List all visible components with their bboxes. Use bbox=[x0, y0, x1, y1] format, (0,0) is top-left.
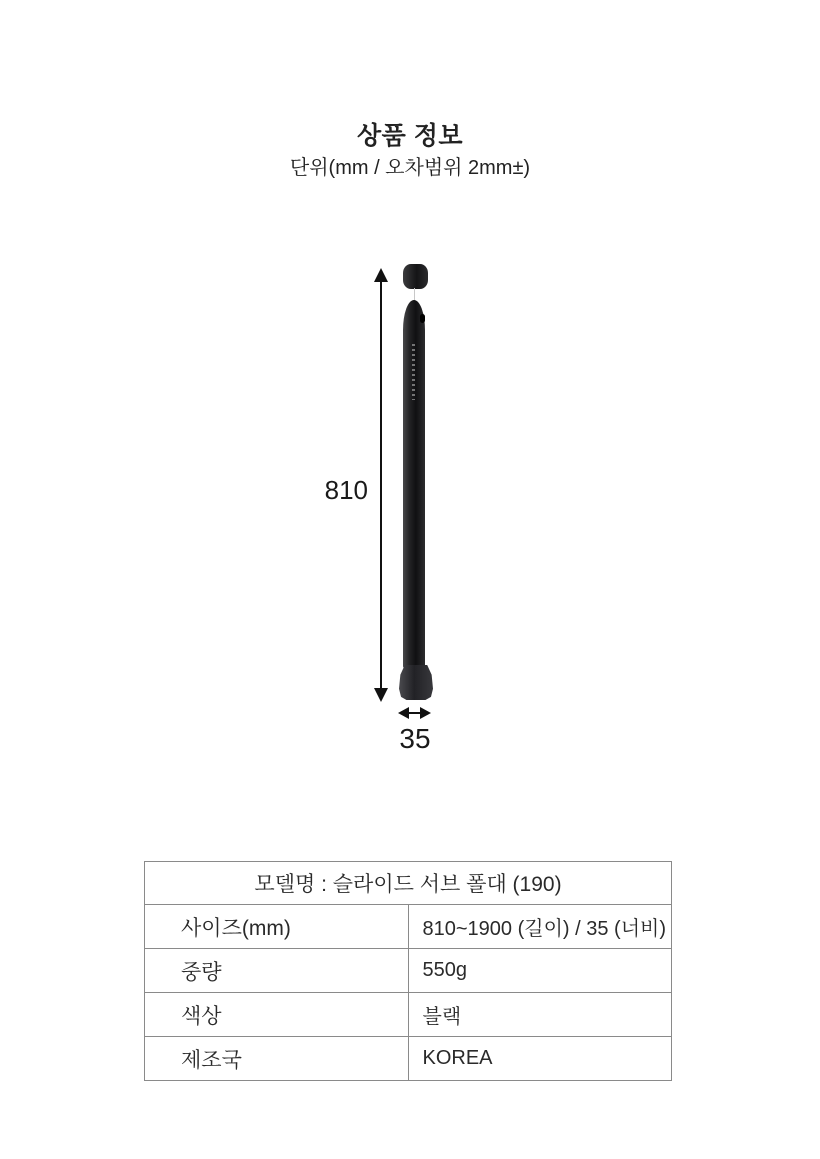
spec-value: 블랙 bbox=[408, 993, 672, 1037]
spec-label: 색상 bbox=[145, 993, 409, 1037]
width-dimension-arrow bbox=[398, 706, 431, 720]
spec-label: 제조국 bbox=[145, 1037, 409, 1081]
table-row bbox=[145, 949, 672, 993]
spec-value: 810~1900 (길이) / 35 (너비) bbox=[408, 905, 672, 949]
arrow-right-icon bbox=[420, 707, 431, 719]
table-row bbox=[145, 905, 672, 949]
height-dimension-arrow bbox=[374, 268, 388, 702]
width-dimension-label: 35 bbox=[399, 723, 431, 754]
spec-value: KOREA bbox=[408, 1037, 672, 1081]
spec-label: 사이즈(mm) bbox=[145, 905, 409, 949]
spec-label: 중량 bbox=[145, 949, 409, 993]
model-name-cell: 모델명 : 슬라이드 서브 폴대 (190) bbox=[145, 862, 672, 905]
dimension-line bbox=[380, 279, 382, 691]
table-row-header bbox=[145, 862, 672, 905]
page-title: 상품 정보 bbox=[356, 122, 464, 150]
arrow-down-icon bbox=[374, 688, 388, 702]
pole-top-cap bbox=[403, 264, 428, 289]
unit-note: 단위(mm / 오차범위 2mm±) bbox=[289, 157, 531, 179]
pole-rubber-foot bbox=[399, 665, 433, 700]
spec-value: 550g bbox=[408, 949, 672, 993]
spec-table bbox=[144, 861, 672, 1081]
height-dimension-label: 810 bbox=[324, 475, 368, 505]
table-row bbox=[145, 993, 672, 1037]
pole-printed-text bbox=[412, 344, 415, 400]
table-row bbox=[145, 1037, 672, 1081]
pole-lock-pin bbox=[420, 314, 425, 323]
